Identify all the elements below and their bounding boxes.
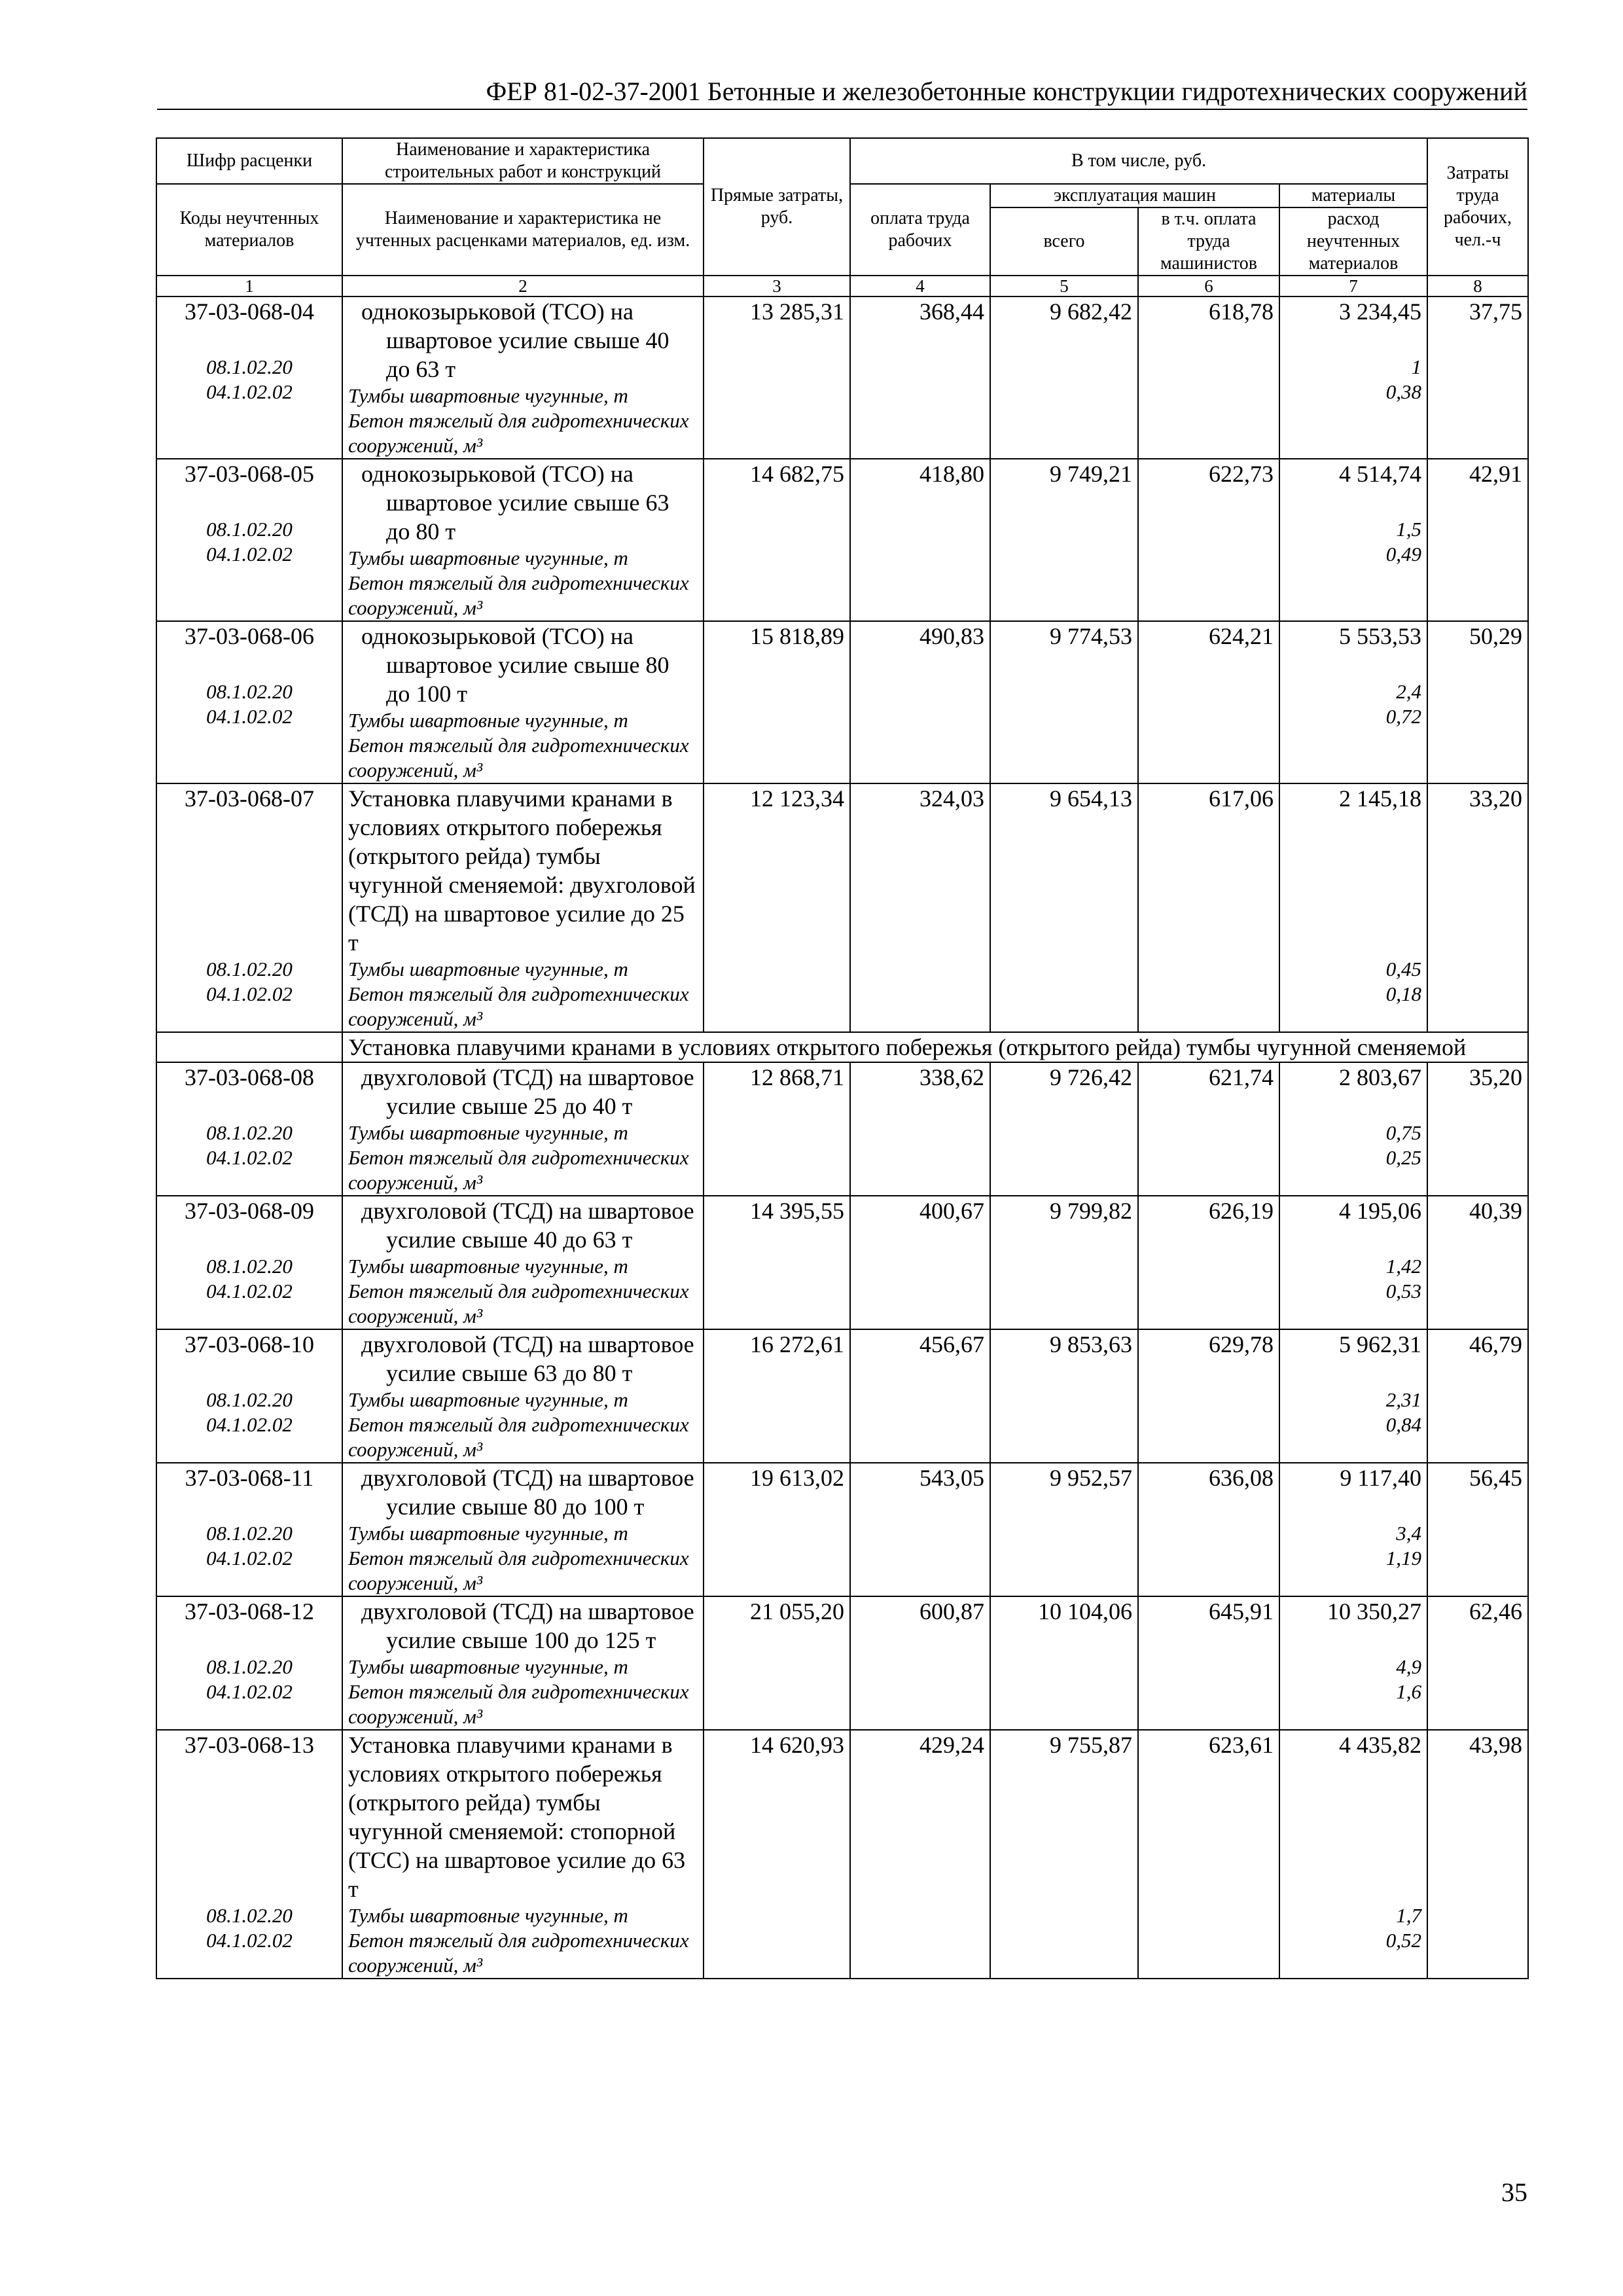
materials-cell [1279, 1730, 1427, 1979]
labor-pay: 418,80 [850, 459, 990, 621]
material-code: 04.1.02.02 [206, 380, 293, 403]
labor-pay: 400,67 [850, 1196, 990, 1329]
work-name: двухголовой (ТСД) на швартовое усилие свыше 100 до 125 т [361, 1598, 694, 1653]
rate-code: 37-03-068-12 [185, 1598, 314, 1624]
direct-costs: 15 818,89 [704, 621, 850, 783]
material-quantity: 0,53 [1385, 1280, 1422, 1302]
material-quantity: 0,75 [1385, 1121, 1422, 1144]
page-header-title: ФЕР 81-02-37-2001 Бетонные и железобетонные конструкции гидротехнических сооружений [486, 77, 1527, 106]
materials-cost: 2 803,67 [1339, 1064, 1422, 1090]
col-number: 4 [850, 276, 990, 296]
direct-costs: 19 613,02 [704, 1463, 850, 1596]
work-name: двухголовой (ТСД) на швартовое усилие свыше 25 до 40 т [361, 1064, 694, 1119]
work-name: однокозырьковой (ТСО) на швартовое усилие свыше 80 до 100 т [361, 623, 669, 707]
spacer [162, 813, 336, 842]
spacer [1285, 1874, 1421, 1903]
material-name: Бетон тяжелый для гидротехнических сооружений, м³ [348, 1280, 689, 1327]
materials-cost: 5 962,31 [1339, 1331, 1422, 1357]
table-row [156, 1596, 1528, 1730]
rate-code-cell [156, 1062, 342, 1196]
materials-cost: 4 514,74 [1339, 461, 1422, 487]
material-code: 04.1.02.02 [206, 705, 293, 728]
material-code: 08.1.02.20 [206, 680, 293, 703]
material-name: Тумбы швартовные чугунные, т [348, 709, 628, 732]
header-code-bottom: Коды неучтенных материалов [156, 184, 342, 276]
labor-hours: 37,75 [1427, 296, 1528, 459]
work-name-cell [342, 459, 704, 621]
header-machines-incl: в т.ч. оплата труда машинистов [1138, 207, 1279, 276]
material-quantity: 1,6 [1396, 1680, 1422, 1703]
spacer [1285, 1492, 1421, 1521]
material-code: 04.1.02.02 [206, 982, 293, 1005]
col-number: 2 [342, 276, 704, 296]
table-row [156, 1463, 1528, 1596]
machines-total: 9 853,63 [990, 1329, 1138, 1463]
section-note: Установка плавучими кранами в условиях открытого побережья (открытого рейда) тумбы чугунной сменяемой [342, 1032, 1528, 1062]
section-note-row [156, 1032, 1528, 1062]
work-name: двухголовой (ТСД) на швартовое усилие свыше 63 до 80 т [361, 1331, 694, 1386]
machines-operator-pay: 626,19 [1138, 1196, 1279, 1329]
work-name: Установка плавучими кранами в условиях открытого побережья (открытого рейда) тумбы чугунной сменяемой: стопорной (ТСС) на швартовое усилие до 63 т [348, 1732, 686, 1902]
material-code: 04.1.02.02 [206, 1680, 293, 1703]
machines-total: 9 654,13 [990, 783, 1138, 1032]
spacer [1285, 928, 1421, 957]
work-name-cell [342, 1062, 704, 1196]
col-number: 1 [156, 276, 342, 296]
spacer [1285, 899, 1421, 928]
table-row [156, 296, 1528, 459]
rate-code-cell [156, 1329, 342, 1463]
material-code: 04.1.02.02 [206, 543, 293, 565]
spacer [1285, 1225, 1421, 1254]
spacer [162, 488, 336, 517]
work-name-cell [342, 1596, 704, 1730]
machines-total: 9 799,82 [990, 1196, 1138, 1329]
header-including: В том числе, руб. [850, 138, 1427, 184]
materials-cell [1279, 296, 1427, 459]
direct-costs: 12 123,34 [704, 783, 850, 1032]
material-code: 08.1.02.20 [206, 1388, 293, 1411]
machines-operator-pay: 624,21 [1138, 621, 1279, 783]
spacer [1285, 1626, 1421, 1655]
work-name: однокозырьковой (ТСО) на швартовое усилие свыше 40 до 63 т [361, 298, 669, 382]
labor-pay: 429,24 [850, 1730, 990, 1979]
spacer [162, 651, 336, 679]
header-machines-total: всего [990, 207, 1138, 276]
price-table [156, 137, 1529, 1979]
labor-hours: 46,79 [1427, 1329, 1528, 1463]
material-code: 04.1.02.02 [206, 1280, 293, 1302]
material-name: Бетон тяжелый для гидротехнических сооружений, м³ [348, 1929, 689, 1977]
material-code: 08.1.02.20 [206, 1522, 293, 1545]
material-name: Тумбы швартовные чугунные, т [348, 1121, 628, 1144]
material-code: 08.1.02.20 [206, 518, 293, 541]
labor-hours: 62,46 [1427, 1596, 1528, 1730]
labor-pay: 543,05 [850, 1463, 990, 1596]
materials-cell [1279, 783, 1427, 1032]
col-number: 8 [1427, 276, 1528, 296]
material-quantity: 1,7 [1396, 1904, 1422, 1927]
rate-code: 37-03-068-04 [185, 298, 314, 325]
col-number: 7 [1279, 276, 1427, 296]
material-quantity: 4,9 [1396, 1655, 1422, 1678]
spacer [162, 1492, 336, 1521]
table-row [156, 783, 1528, 1032]
machines-total: 9 682,42 [990, 296, 1138, 459]
machines-operator-pay: 621,74 [1138, 1062, 1279, 1196]
rate-code-cell [156, 459, 342, 621]
materials-cell [1279, 1463, 1427, 1596]
material-code: 04.1.02.02 [206, 1547, 293, 1570]
labor-pay: 368,44 [850, 296, 990, 459]
material-name: Бетон тяжелый для гидротехнических сооружений, м³ [348, 571, 689, 619]
spacer [1285, 1359, 1421, 1388]
rate-code: 37-03-068-06 [185, 623, 314, 649]
spacer [1285, 1092, 1421, 1121]
material-name: Бетон тяжелый для гидротехнических сооружений, м³ [348, 982, 689, 1030]
labor-hours: 40,39 [1427, 1196, 1528, 1329]
spacer [1285, 651, 1421, 679]
machines-operator-pay: 629,78 [1138, 1329, 1279, 1463]
material-code: 08.1.02.20 [206, 958, 293, 980]
machines-total: 9 755,87 [990, 1730, 1138, 1979]
direct-costs: 14 395,55 [704, 1196, 850, 1329]
header-divider [157, 109, 1527, 110]
work-name-cell [342, 1329, 704, 1463]
labor-pay: 456,67 [850, 1329, 990, 1463]
material-quantity: 0,49 [1385, 543, 1422, 565]
material-quantity: 1,42 [1385, 1255, 1422, 1278]
section-note-blank [156, 1032, 342, 1062]
header-machines: эксплуатация машин [990, 184, 1279, 207]
table-row [156, 1062, 1528, 1196]
rate-code: 37-03-068-10 [185, 1331, 314, 1357]
material-name: Бетон тяжелый для гидротехнических сооружений, м³ [348, 1547, 689, 1594]
rate-code-cell [156, 1463, 342, 1596]
rate-code-cell [156, 1196, 342, 1329]
machines-operator-pay: 636,08 [1138, 1463, 1279, 1596]
labor-pay: 490,83 [850, 621, 990, 783]
header-labor-pay: оплата труда рабочих [850, 184, 990, 276]
table-body [156, 296, 1528, 1979]
materials-cost: 4 435,82 [1339, 1732, 1422, 1758]
material-quantity: 1 [1411, 355, 1422, 378]
rate-code-cell [156, 783, 342, 1032]
materials-cost: 3 234,45 [1339, 298, 1422, 325]
material-quantity: 0,45 [1385, 958, 1422, 980]
direct-costs: 16 272,61 [704, 1329, 850, 1463]
machines-total: 9 749,21 [990, 459, 1138, 621]
machines-operator-pay: 618,78 [1138, 296, 1279, 459]
material-code: 08.1.02.20 [206, 1255, 293, 1278]
rate-code: 37-03-068-07 [185, 785, 314, 812]
table-header [156, 138, 1528, 296]
material-code: 08.1.02.20 [206, 1904, 293, 1927]
spacer [1285, 488, 1421, 517]
material-quantity: 0,25 [1385, 1146, 1422, 1169]
materials-cost: 10 350,27 [1327, 1598, 1422, 1624]
header-name-bottom: Наименование и характеристика не учтенных расценками материалов, ед. изм. [342, 184, 704, 276]
material-name: Тумбы швартовные чугунные, т [348, 384, 628, 407]
machines-total: 9 726,42 [990, 1062, 1138, 1196]
material-name: Бетон тяжелый для гидротехнических сооружений, м³ [348, 1680, 689, 1728]
material-code: 04.1.02.02 [206, 1146, 293, 1169]
header-name-top: Наименование и характеристика строительных работ и конструкций [342, 138, 704, 184]
materials-cost: 9 117,40 [1340, 1465, 1422, 1491]
spacer [162, 1359, 336, 1388]
material-name: Тумбы швартовные чугунные, т [348, 547, 628, 569]
material-name: Тумбы швартовные чугунные, т [348, 1904, 628, 1927]
work-name: двухголовой (ТСД) на швартовое усилие свыше 80 до 100 т [361, 1465, 694, 1520]
table-row [156, 459, 1528, 621]
labor-hours: 35,20 [1427, 1062, 1528, 1196]
page-number: 35 [1501, 2178, 1527, 2207]
material-quantity: 3,4 [1396, 1522, 1422, 1545]
spacer [162, 842, 336, 870]
col-number: 5 [990, 276, 1138, 296]
material-name: Тумбы швартовные чугунные, т [348, 1655, 628, 1678]
material-name: Тумбы швартовные чугунные, т [348, 958, 628, 980]
direct-costs: 21 055,20 [704, 1596, 850, 1730]
work-name-cell [342, 296, 704, 459]
material-code: 04.1.02.02 [206, 1413, 293, 1436]
spacer [1285, 842, 1421, 870]
rate-code-cell [156, 296, 342, 459]
machines-total: 9 952,57 [990, 1463, 1138, 1596]
work-name: двухголовой (ТСД) на швартовое усилие свыше 40 до 63 т [361, 1198, 694, 1253]
spacer [1285, 1788, 1421, 1817]
material-quantity: 0,72 [1385, 705, 1422, 728]
material-name: Бетон тяжелый для гидротехнических сооружений, м³ [348, 734, 689, 781]
rate-code-cell [156, 1730, 342, 1979]
rate-code: 37-03-068-09 [185, 1198, 314, 1224]
labor-hours: 42,91 [1427, 459, 1528, 621]
materials-cell [1279, 1062, 1427, 1196]
header-materials: материалы [1279, 184, 1427, 207]
material-quantity: 2,4 [1396, 680, 1422, 703]
table-row [156, 1196, 1528, 1329]
spacer [162, 899, 336, 928]
rate-code-cell [156, 1596, 342, 1730]
materials-cell [1279, 459, 1427, 621]
work-name-cell [342, 621, 704, 783]
spacer [162, 326, 336, 355]
material-code: 04.1.02.02 [206, 1929, 293, 1952]
col-number: 6 [1138, 276, 1279, 296]
direct-costs: 13 285,31 [704, 296, 850, 459]
materials-cell [1279, 1196, 1427, 1329]
material-quantity: 0,38 [1385, 380, 1422, 403]
work-name-cell [342, 1196, 704, 1329]
work-name-cell [342, 1463, 704, 1596]
materials-cell [1279, 1329, 1427, 1463]
machines-total: 10 104,06 [990, 1596, 1138, 1730]
material-quantity: 0,18 [1385, 982, 1422, 1005]
spacer [1285, 1846, 1421, 1874]
spacer [162, 1817, 336, 1846]
table-row [156, 1329, 1528, 1463]
rate-code: 37-03-068-13 [185, 1732, 314, 1758]
material-quantity: 1,5 [1396, 518, 1422, 541]
spacer [162, 1874, 336, 1903]
machines-operator-pay: 617,06 [1138, 783, 1279, 1032]
spacer [1285, 326, 1421, 355]
spacer [1285, 1817, 1421, 1846]
spacer [1285, 870, 1421, 899]
material-name: Бетон тяжелый для гидротехнических сооружений, м³ [348, 409, 689, 457]
material-quantity: 0,84 [1385, 1413, 1422, 1436]
header-direct-costs: Прямые затраты, руб. [704, 138, 850, 276]
labor-pay: 600,87 [850, 1596, 990, 1730]
work-name-cell [342, 1730, 704, 1979]
col-number: 3 [704, 276, 850, 296]
spacer [162, 1846, 336, 1874]
spacer [162, 1225, 336, 1254]
direct-costs: 14 620,93 [704, 1730, 850, 1979]
material-quantity: 1,19 [1385, 1547, 1422, 1570]
column-number-row [156, 276, 1528, 296]
materials-cost: 5 553,53 [1339, 623, 1422, 649]
machines-total: 9 774,53 [990, 621, 1138, 783]
machines-operator-pay: 623,61 [1138, 1730, 1279, 1979]
header-materials-sub: расход неучтенных материалов [1279, 207, 1427, 276]
material-quantity: 2,31 [1385, 1388, 1422, 1411]
spacer [162, 1788, 336, 1817]
machines-operator-pay: 622,73 [1138, 459, 1279, 621]
material-name: Тумбы швартовные чугунные, т [348, 1522, 628, 1545]
labor-hours: 43,98 [1427, 1730, 1528, 1979]
materials-cell [1279, 621, 1427, 783]
header-code-top: Шифр расценки [156, 138, 342, 184]
material-code: 08.1.02.20 [206, 355, 293, 378]
table-row [156, 1730, 1528, 1979]
spacer [162, 928, 336, 957]
spacer [162, 1626, 336, 1655]
spacer [1285, 1759, 1421, 1788]
direct-costs: 12 868,71 [704, 1062, 850, 1196]
spacer [162, 1092, 336, 1121]
machines-operator-pay: 645,91 [1138, 1596, 1279, 1730]
work-name: Установка плавучими кранами в условиях открытого побережья (открытого рейда) тумбы чугунной сменяемой: двухголовой (ТСД) на швартовое усилие до 25 т [348, 785, 696, 956]
materials-cell [1279, 1596, 1427, 1730]
material-name: Тумбы швартовные чугунные, т [348, 1388, 628, 1411]
header-labor-costs: Затраты труда рабочих, чел.-ч [1427, 138, 1528, 276]
material-name: Бетон тяжелый для гидротехнических сооружений, м³ [348, 1146, 689, 1194]
rate-code: 37-03-068-08 [185, 1064, 314, 1090]
labor-pay: 324,03 [850, 783, 990, 1032]
spacer [162, 870, 336, 899]
direct-costs: 14 682,75 [704, 459, 850, 621]
work-name: однокозырьковой (ТСО) на швартовое усилие свыше 63 до 80 т [361, 461, 669, 545]
work-name-cell [342, 783, 704, 1032]
table-row [156, 621, 1528, 783]
material-name: Тумбы швартовные чугунные, т [348, 1255, 628, 1278]
labor-hours: 50,29 [1427, 621, 1528, 783]
rate-code: 37-03-068-11 [185, 1465, 314, 1491]
spacer [1285, 813, 1421, 842]
material-code: 08.1.02.20 [206, 1655, 293, 1678]
labor-hours: 33,20 [1427, 783, 1528, 1032]
rate-code-cell [156, 621, 342, 783]
material-quantity: 0,52 [1385, 1929, 1422, 1952]
labor-hours: 56,45 [1427, 1463, 1528, 1596]
material-name: Бетон тяжелый для гидротехнических сооружений, м³ [348, 1413, 689, 1461]
labor-pay: 338,62 [850, 1062, 990, 1196]
rate-code: 37-03-068-05 [185, 461, 314, 487]
materials-cost: 4 195,06 [1339, 1198, 1422, 1224]
material-code: 08.1.02.20 [206, 1121, 293, 1144]
materials-cost: 2 145,18 [1339, 785, 1422, 812]
spacer [162, 1759, 336, 1788]
